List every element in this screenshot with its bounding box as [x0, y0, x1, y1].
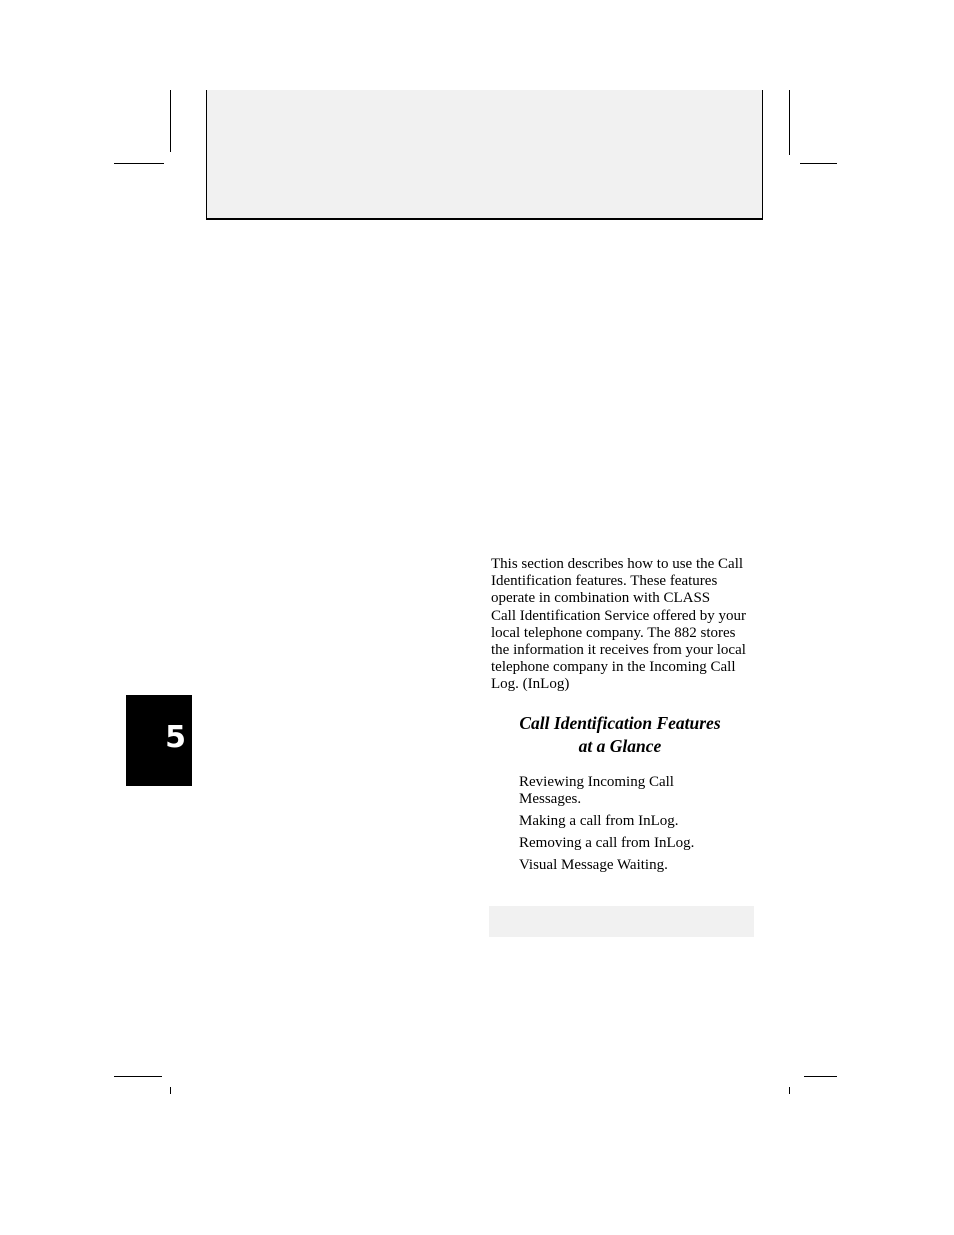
- feature-item: [519, 813, 759, 830]
- crop-mark-bottom-right-vertical: [789, 1087, 790, 1094]
- intro-line: telephone company in the Incoming Call: [491, 659, 736, 676]
- glance-heading-line: Call Identification Features: [519, 713, 721, 733]
- feature-item: [519, 835, 759, 852]
- feature-item-text: Reviewing Incoming Call: [519, 774, 674, 790]
- note-box: [489, 906, 754, 937]
- intro-line: Log. (InLog): [491, 676, 570, 693]
- crop-mark-bottom-left-horizontal: [114, 1076, 162, 1077]
- crop-mark-top-right-horizontal: [800, 163, 837, 164]
- intro-paragraph: [491, 556, 761, 694]
- intro-line: Call Identification Service offered by your: [491, 607, 747, 624]
- intro-line: Identification features. These features: [491, 573, 718, 590]
- intro-line: local telephone company. The 882 stores: [491, 624, 736, 641]
- chapter-header-box: [206, 90, 763, 220]
- feature-item: [519, 857, 759, 874]
- crop-mark-top-right-vertical: [789, 90, 790, 155]
- glance-heading-line: at a Glance: [578, 736, 662, 756]
- intro-line: the information it receives from your local: [491, 642, 746, 659]
- crop-mark-bottom-right-horizontal: [804, 1076, 837, 1077]
- crop-mark-top-left-vertical: [170, 90, 171, 152]
- feature-list: [519, 774, 759, 879]
- chapter-number: 5: [165, 720, 186, 755]
- crop-mark-bottom-left-vertical: [170, 1087, 171, 1094]
- glance-heading: [491, 712, 749, 758]
- crop-mark-top-left-horizontal: [114, 163, 164, 164]
- feature-item: [519, 774, 759, 808]
- feature-item-text: Messages.: [519, 791, 582, 807]
- chapter-tab: [126, 695, 192, 786]
- feature-item-text: Visual Message Waiting.: [519, 857, 668, 873]
- intro-line: operate in combination with CLASS: [491, 590, 711, 607]
- intro-line: This section describes how to use the Call: [491, 556, 744, 572]
- feature-item-text: Removing a call from InLog.: [519, 835, 695, 851]
- feature-item-text: Making a call from InLog.: [519, 813, 679, 829]
